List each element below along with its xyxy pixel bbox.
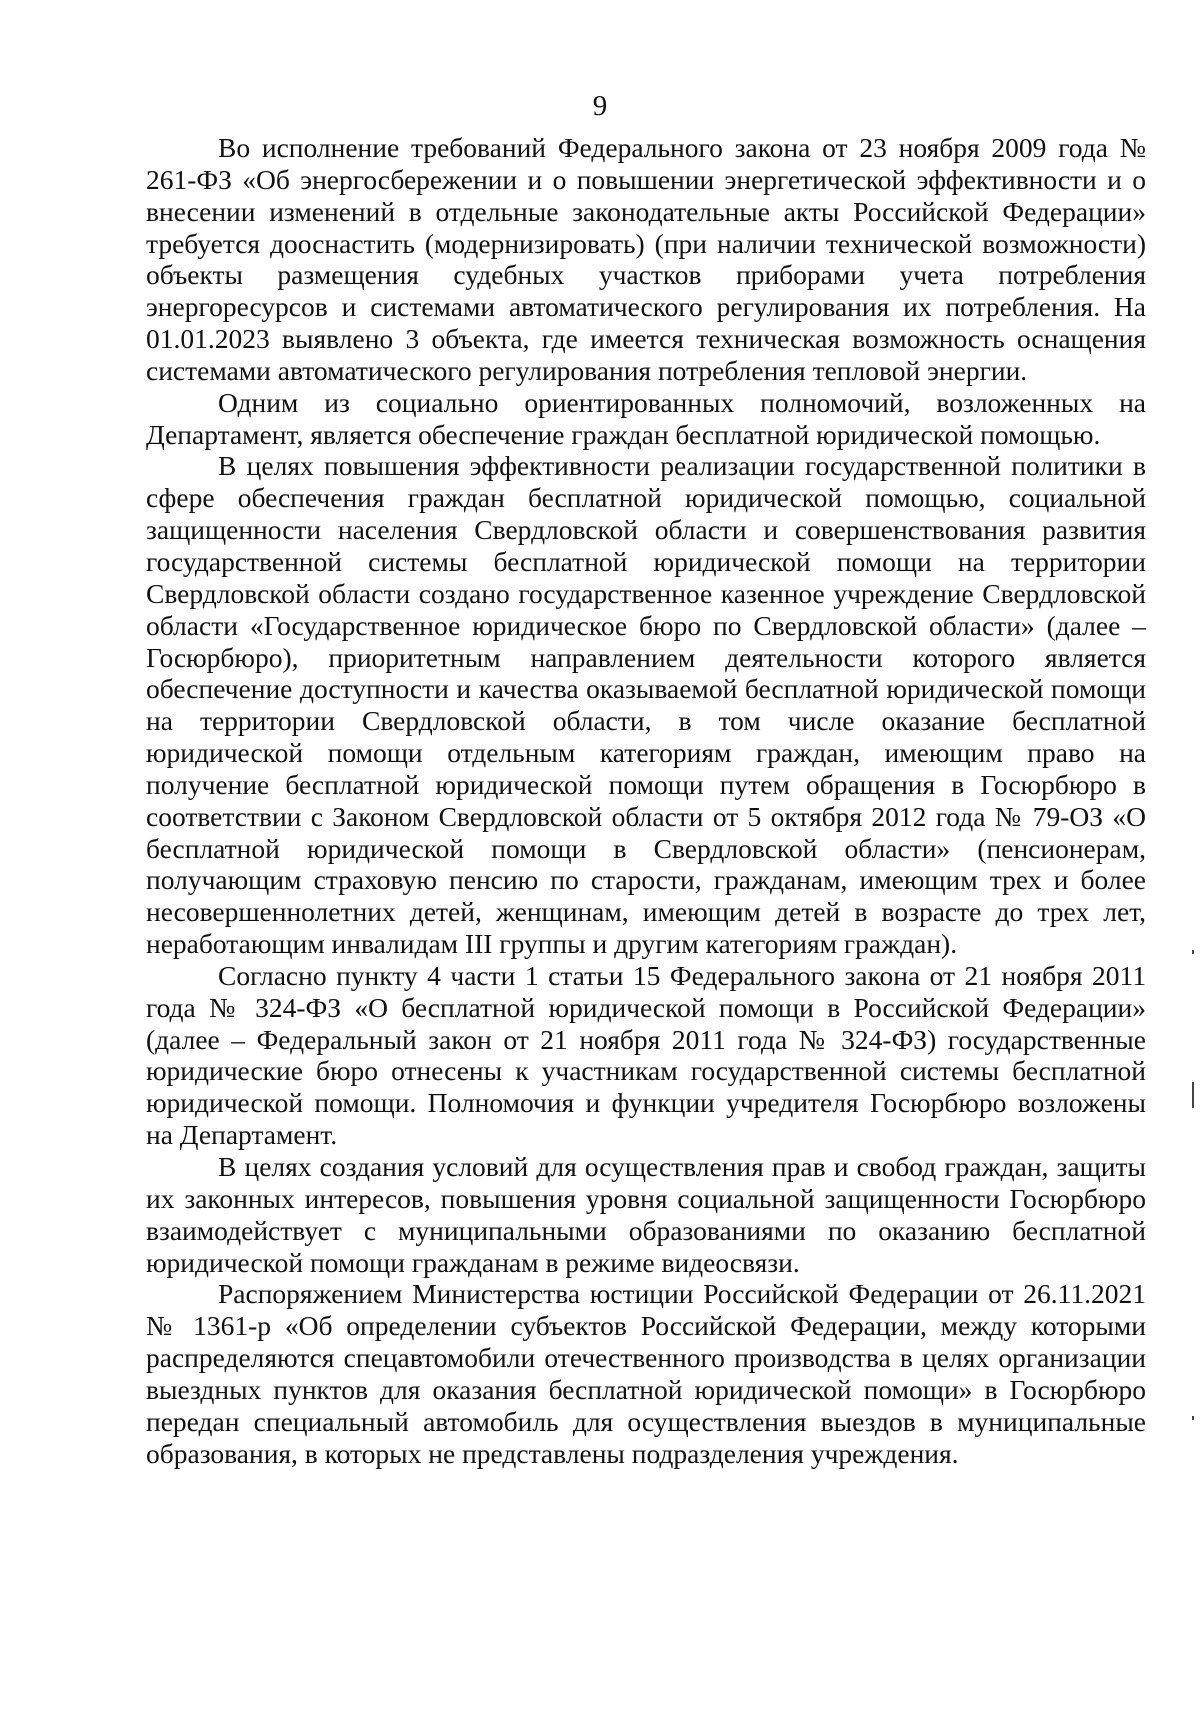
paragraph-video-link: В целях создания условий для осуществления прав и свобод граждан, защиты их законных интересов, повышения уровня социальной защищенности Госюрбюро взаимодействует с муниципальными образованиями по оказанию бесплатной юридической помощи гражданам в режиме видеосвязи. xyxy=(146,1151,1146,1278)
scan-artifact-dot xyxy=(1192,1416,1194,1420)
paragraph-legal-bureau: В целях повышения эффективности реализации государственной политики в сфере обеспечения граждан бесплатной юридической помощью, социальной защищенности населения Свердловской области и совершенствования развития государственной системы бесплатной юридической помощи на территории Свердловской области создано государственное казенное учреждение Свердловской области «Государственное юридическое бюро по Свердловской области» (далее – Госюрбюро), приоритетным направлением деятельности которого является обеспечение доступности и качества оказываемой бесплатной юридической помощи на территории Свердловской области, в том числе оказание бесплатной юридической помощи отдельным категориям граждан, имеющим право на получение бесплатной юридической помощи путем обращения в Госюрбюро в соответствии с Законом Свердловской области от 5 октября 2012 года № 79-ОЗ «О бесплатной юридической помощи в Свердловской области» (пенсионерам, получающим страховую пенсию по старости, гражданам, имеющим трех и более несовершеннолетних детей, женщинам, имеющим детей в возрасте до трех лет, неработающим инвалидам III группы и другим категориям граждан). xyxy=(146,450,1146,960)
document-body xyxy=(146,132,1146,1469)
paragraph-energy-saving: Во исполнение требований Федерального закона от 23 ноября 2009 года № 261-ФЗ «Об энергосбережении и о повышении энергетической эффективности и о внесении изменений в отдельные законодательные акты Российской Федерации» требуется дооснастить (модернизировать) (при наличии технической возможности) объекты размещения судебных участков приборами учета потребления энергоресурсов и системами автоматического регулирования их потребления. На 01.01.2023 выявлено 3 объекта, где имеется техническая возможность оснащения системами автоматического регулирования потребления тепловой энергии. xyxy=(146,132,1146,386)
page-number: 9 xyxy=(592,90,608,122)
scan-artifact-dot xyxy=(1192,950,1194,954)
paragraph-legal-aid-authority: Одним из социально ориентированных полномочий, возложенных на Департамент, является обеспечение граждан бесплатной юридической помощью. xyxy=(146,386,1146,450)
paragraph-special-vehicle: Распоряжением Министерства юстиции Российской Федерации от 26.11.2021 № 1361-р «Об определении субъектов Российской Федерации, между которыми распределяются спецавтомобили отечественного производства в целях организации выездных пунктов для оказания бесплатной юридической помощи» в Госюрбюро передан специальный автомобиль для осуществления выездов в муниципальные образования, в которых не представлены подразделения учреждения. xyxy=(146,1278,1146,1469)
paragraph-federal-law-324: Согласно пункту 4 части 1 статьи 15 Федерального закона от 21 ноября 2011 года № 324-ФЗ «О бесплатной юридической помощи в Российской Федерации» (далее – Федеральный закон от 21 ноября 2011 года № 324-ФЗ) государственные юридические бюро отнесены к участникам государственной системы бесплатной юридической помощи. Полномочия и функции учредителя Госюрбюро возложены на Департамент. xyxy=(146,959,1146,1151)
scan-artifact-mark xyxy=(1192,1082,1194,1108)
